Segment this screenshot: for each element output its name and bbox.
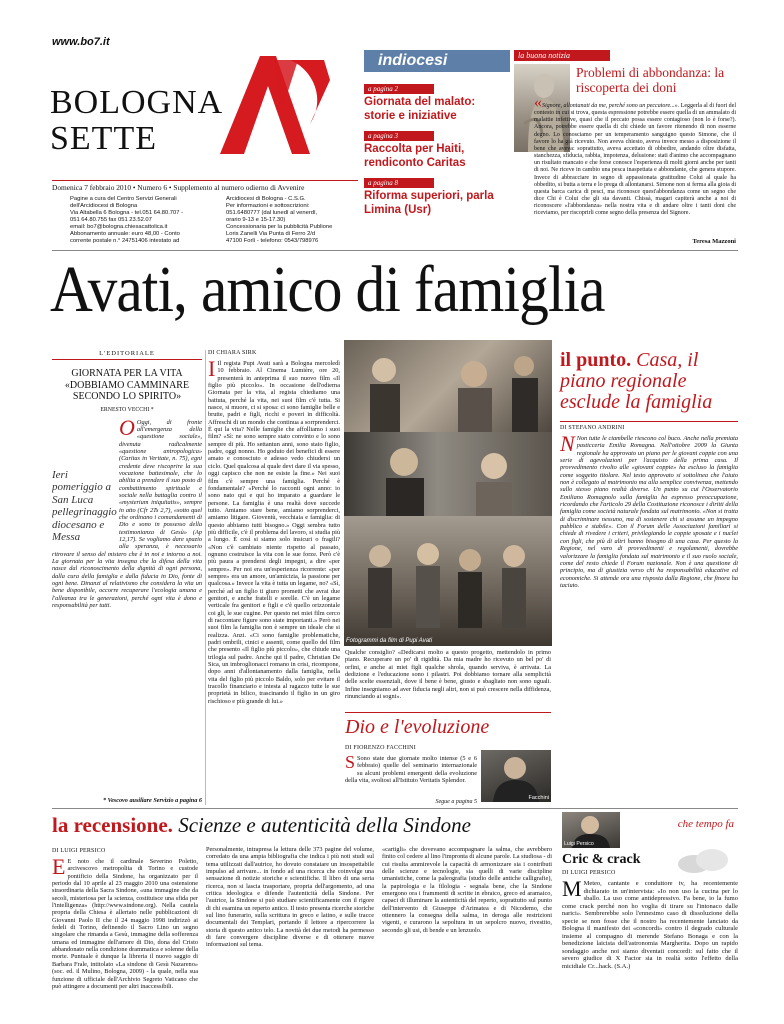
editoriale-author: ERNESTO VECCHI * xyxy=(100,406,154,413)
sirk-text: Il regista Pupi Avati sarà a Bologna mercoledì 10 febbraio. Al Cinema Lumière, ore 20, presenterà in anteprima il suo nuovo film «Il figlio più piccolo». In occasione dell'odierna Giornata per la vita, al regista chiediamo una battuta, perché la vita, nei suoi film c'è tutta. Si nasce, si muore, ci si sposa: ci sono famiglie belle e brutte, padri e figli, ricchi e poveri in difficoltà. Affreschi di un mondo che continua a sorrprenderci. È qui la vita? Nelle famiglie che affolliamo i suoi film? «Sì: ne sono sempre stato convinto e lo sono sempre di più. Ho settantun anni, sono stato figlio, padre, oggi nonno. Ho goduto dei benefici di essere amato e conosciuto e adesso vedo chiudersi un ciclo. Quel qualcosa al quale devi dare il via spesso, oggi capisco che non ne esiste la fine.» Nei suoi film c'è sempre una famiglia. Perché è fondamentale? «Perché lo racconti ogni anno: io sono nato qui e qui ho imparato a guardare le persone. La famiglia è una realtà dove succede tutto. Amiamo stare bene, amiamo sorprenderci, amiamo litigare. Gioventù, vecchiaia e famiglia: di questo abbiamo tutti bisogno.» Oggi sembra tutto più difficile, c'è il problema del lavoro, si studia più a lungo. È così si siamo solo insicuri o fragili? «Non c'è cambiato niente rispetto al passato, ognuno costruisce la vita con le sue forze. Però c'è più paura a prendersi degli impegni, a dire «per sempre». Per noi era un'esperienza ricorrente: «per sempre» era un amore, un'amicizia, la passione per qualcosa.» Invece la vita è tutta un legame, no? «Sì, perché ad un figlio ti giuro prometti che avrai due genitori, e anche fratelli e sorelle. C'è un legame verticale fra genitori e figli e c'è quello orizzontale coi gli, le sue cugine. Per questo nei miei film cerco di raccontare figure sono state importanti.» Però nei suoi film la famiglia non è sempre un ideale che si realizza. Anzi. «Ci sono famiglie problematiche, padri ombrili, cinici e assenti, come quello del film che presento «Il figlio più piccolo», che chiude una trilogia sul padre. Anche qui il padre, Christian De Sica, un imbroglionacci romano in crisi, ricompone, dopo anni d'allontanamento dalla famiglia, nella vita del figlio più piccolo Baldo, solo per evitare il tracollo finanziario e intesta al ragazzo tutte le sue proprietà in bilico, trascinando il figlio in un giro rischioso e più grande di lui.» xyxy=(208,360,340,705)
recensione-title: Scienze e autenticità della Sindone xyxy=(178,813,471,837)
info-right-line: 47100 Forlì - telefono: 0543/798976 xyxy=(226,238,319,244)
il-punto-label: il punto. xyxy=(560,349,632,371)
film-still-top xyxy=(344,340,552,432)
recensione-col1 xyxy=(52,858,198,1020)
recensione-headline xyxy=(52,812,572,838)
sirk-body xyxy=(208,360,340,804)
indiocesi-headline[interactable]: Giornata del malato: storie e iniziative xyxy=(364,96,476,122)
main-headline: Avati, amico di famiglia xyxy=(50,253,605,326)
notizia-kicker: la buona notizia xyxy=(514,50,610,61)
che-tempo-byline: DI LUIGI PERSICO xyxy=(562,870,616,876)
indiocesi-item[interactable] xyxy=(364,84,510,123)
il-punto-byline: DI STEFANO ANDRINI xyxy=(560,421,738,431)
info-left-line: dell'Arcidiocesi di Bologna xyxy=(70,203,138,209)
info-left-line: Via Altabella 6 Bologna - tel.051 64.80.707 - xyxy=(70,210,184,216)
film-still-group-icon xyxy=(344,516,552,646)
notizia-headline: Problemi di abbondanza: la riscoperta dei doni xyxy=(576,65,725,95)
indiocesi-item[interactable] xyxy=(364,131,510,170)
film-still-people-icon xyxy=(344,432,552,516)
il-punto-headline xyxy=(560,350,738,413)
film-still-middle xyxy=(344,432,552,516)
che-tempo-text: Meteo, cantante e conduttore tv, ha recentemente dichiarato in un'intervista: «Io non uso la cucina per lo sballo. La uso come antidepressivo. Fa bene, io la fumo come crack perché non ho voglia di tirare su l'intonaco dalle narici». Sembrerebbe solo l'ennesimo caso di dissoluzione della specie se non fosse che il nostro ha recentemente lanciato da Bologna il manifesto dei «concordi» contro il degrado culturale insieme al compagno di merende Stefano Bonaga e con la benedizione laicista dell'astronomia Margherita. Dopo un rapido sondaggio anche noi siamo diventati concordi: sul fatto che il severo giudice di X Factor sia in realtà sotto l'effetto della micidiale Cr...hack. (S.A.) xyxy=(562,880,738,971)
editoriale-kicker: L'EDITORIALE xyxy=(52,350,202,360)
il-punto-body xyxy=(560,435,738,797)
indiocesi-item[interactable] xyxy=(364,178,510,217)
sirk-byline: DI CHIARA SIRK xyxy=(208,350,257,356)
film-photo-collage xyxy=(344,340,552,646)
headline-top-rule xyxy=(52,250,738,251)
facchini-photo xyxy=(481,750,551,802)
editoriale-dropcap: O xyxy=(119,418,135,440)
film-still-bottom xyxy=(344,516,552,646)
info-right-line: Loris Zanelli Via Punta di Ferro 2/d xyxy=(226,231,316,237)
che-tempo-kicker: che tempo fa xyxy=(677,818,734,830)
il-punto-text: Non tutte le ciambelle riescono col buco. Anche nella premiata pasticceria Emilia Romagna. Nell'ottobre 2009 la Giunta regionale ha approvato un piano per le giovani coppie con una serie di agevolazioni per l'acquisto della prima casa. Il provvedimento rivolto alle «giovani coppie» ha escluso la famiglia come soggetto titolare. Nel testo approvato si sottolinea che l'aiuto non è collegato al matrimonio ma alla semplice convivenza, mettendo sullo stesso piano realtà diverse. Un punto su cui l'Osservatorio Emiliano Romagnolo sulla famiglia ha espresso preoccupazione, ricordando che l'articolo 29 della Costituzione riconosce i diritti della famiglia come società naturale fondata sul matrimonio. «Non si tratta di discriminare nessuno, ma di sostenere chi si assume un impegno pubblico e stabile». Con il Forum delle Associazioni familiari si chiede di rivedere i criteri, privilegiando le coppie sposate e i nuclei con figli, che più di altri hanno bisogno di una casa. Per questo la Regione, nel varo di provvedimenti e regolamenti, dovrebbe valorizzare la famiglia fondata sul matrimonio e il suo ruolo sociale, come del resto chiede il Forum nazionale. Non è una questione di principio, ma di giustizia verso chi ha responsabilità educative ed economiche. Si attende ora una risposta dalla Regione, che finora ha taciuto. xyxy=(560,435,738,589)
editoriale xyxy=(52,350,202,805)
editoriale-pull-quote: Ieri pomeriggio a San Luca pellegrinaggio diocesano e Messa xyxy=(52,468,117,543)
recensione-col1-text: E noto che il cardinale Severino Poletto, arcivescovo metropolita di Torino e custode pontificio della Sindone, ha organizzato per il periodo dal 10 aprile al 23 maggio 2010 una ostensione straordinaria della Sacra Sindone, «una immagine che da secoli, misteriosa per la scienza, costituisce una sfida per l'intelligenza» (http://www.sindone.org). Nella cautela propria della Chiesa è allertato nelle pubblicazioni di Giovanni Paolo II che il 24 maggio 1998 indirizzò ai fedeli di Torino, definendo il Sacro Lino un segno singolare che rimanda a Gesù, immagine della sofferenza umana ed immagine dell'amore di Dio, dona del Cristo abbandonato nella condizione drammatica e solenne della morte. Puntuale è dunque la libreria il nuovo saggio di Barbara Frale, intitolato «La sindone di Gesù Nazareno» (soc. ed. il Mulino, Bologna, 2009) - la quale, nella sua funzione di ufficiale dell'Archivio Segreto Vaticano che può attingere a documenti per altri inaccessibili. xyxy=(52,858,198,990)
weather-cloud xyxy=(672,846,736,874)
recensione-dropcap: E xyxy=(52,858,66,879)
cloud-icon xyxy=(672,846,736,874)
dio-article xyxy=(345,712,551,804)
editoriale-signature: * Vescovo ausiliare Servizio a pagina 6 xyxy=(102,796,202,804)
masthead-name-line1: BOLOGNA xyxy=(50,84,224,121)
masthead-rule xyxy=(52,180,358,181)
qualche-consiglio: Qualche consiglio? «Dedicarsi molto a questo progetto, mettendolo in primo piano. Recuperare un po' di rigidità. Da mia madre ho ricevuto un bel po' di orfini, e anche ai miei figli qualche shrola, quando serviva, è arrivata. La dedizione e l'educazione sono i pilastri. Poi dobbiamo tornare alla semplicità delle scelte essenziali, dove il bene è bene, giusto e sbagliato non sono uguali. Infine insegniamo ad aver fiducia negli altri, non si può crescere nella diffidenza, rinunciando ai sogni». xyxy=(345,649,551,701)
dio-byline: DI FIORENZO FACCHINI xyxy=(345,745,416,751)
recensione-byline: DI LUIGI PERSICO xyxy=(52,848,106,854)
il-punto xyxy=(560,350,738,805)
notizia-body xyxy=(534,98,736,242)
info-right-line: Per informazioni e sottoscrizioni: xyxy=(226,203,310,209)
indiocesi-headline[interactable]: Raccolta per Haiti, rendiconto Caritas xyxy=(364,143,466,169)
logo-av-icon xyxy=(214,50,332,160)
indiocesi-page-tag: a pagina 2 xyxy=(364,84,434,94)
sirk-dropcap: I xyxy=(208,360,216,381)
il-punto-title: Casa, il piano regionale esclude la famiglia xyxy=(560,349,713,413)
editoriale-body xyxy=(52,419,202,795)
indiocesi-page-tag: a pagina 3 xyxy=(364,131,434,141)
masthead-name-line2: SETTE xyxy=(50,120,157,157)
site-url[interactable]: www.bo7.it xyxy=(52,36,110,48)
info-left-line: corrente postale n.° 24751406 intestato ad xyxy=(70,238,180,244)
che-tempo-headline: Cric & crack xyxy=(562,852,641,867)
sirk-article xyxy=(208,350,340,805)
recensione-col2: Personalmente, intrapresa la lettura delle 373 pagine del volume, corredato da una ampia bibliografia che indica i più noti studi sul tema utilizzati dall'autrice, ho dovuto constatare un insospettabile impulso ad arrivare... in fondo ad una ricerca che coinvolge una sensazione di notizie storiche e scientifiche. Il libro di una seria ricerca, non si lascia trasportare, propria dell'argomento, ad una critica ideologica e difende l'autenticità della Sindone. Per l'autrice, la Sindone si può studiare scientificamente con il rigore di chi esamina un reperto antico. Il testo presenta ricerche storiche sul lino funerario, sulla scrittura in greco e latino, e sulle tracce documentali dei Templari, portando il lettore a ripercorrere la storia di questo antico telo. La novità dei due metodi ha permesso di fare convergere discipline diverse e di ottenere nuove informazioni sul tema. xyxy=(206,846,374,949)
info-left-line: 051 64.80.755 fax 051 23.52.07 xyxy=(70,217,152,223)
che-tempo xyxy=(562,812,738,1022)
indiocesi-page-tag: a pagina 8 xyxy=(364,178,434,188)
facchini-caption: Facchini xyxy=(528,795,549,801)
che-tempo-body xyxy=(562,880,738,1020)
recensione-col3: «cartigli» che dovevano accompagnare la salma, che avrebbero finito col cedere al lino l'impronta di alcune parole. La studiosa - di cui risulta ammirevole la capacità di armonizzare sia i contributi delle scienze e tecnologie, sia quelli di varie discipline umanistiche, come la paleografia (studio delle antiche calligrafie), la papirologia e la filologia - segnala bene, che la Sindone emergono ora i frammenti di scritte in ebraico, greco ed aramaico, capaci di illuminare la autenticità del reperto, soprattutto sul punto dell'intervento di Giuseppe d'Arimatea e di Nicodemo, che ottennero la consegna della salma, in deroga alle restrizioni vigenti, e curarono la sepoltura in un sepolcro nuovo, rivestito, secondo gli usi, di bende e un lenzuolo. xyxy=(382,846,552,934)
info-right-line: Arcidiocesi di Bologna - C.S.G. xyxy=(226,196,306,202)
persico-caption: Luigi Persico xyxy=(564,841,594,847)
notizia-lead: Signore, allontanati da me, perché sono un peccatore...». xyxy=(542,103,680,109)
info-right-line: orario 9-13 e 15-17.30) xyxy=(226,217,286,223)
info-right-line: 051.6480777 (dal lunedì al venerdì, xyxy=(226,210,318,216)
info-left-email[interactable]: email: bo7@bologna.chiesacattolica.it xyxy=(70,224,168,230)
notizia-quote-mark: « xyxy=(534,98,542,111)
editoriale-text: Oggi, di fronte all'emergenza della «questione sociale», divenuta radicalmente «questione antropologica» (Caritas in Veritate, n. 75), egni credente deve riscoprire la sua vocazione battesimale, che lo abilita a prendere il suo posto di combattimento spirituale e sociale nella battaglia contro il «mysterium iniquitatis», sempre in atto (Cfr 2Ts 2,7), «sotto quel che ordinano i comandamenti di Dio e sono in possesso della testimonianza di Gesù» (Ap 12,17). Se vogliamo dare spazio alla speranza, è necessario ritrovare il senso del mistero che è in noi e intorno a noi. La giornata per la vita insegna che la difesa della vita nasce dal riconoscimento della dignità di ogni persona, dalla cura della famiglia e dalla fiducia in Dio, fonte di ogni bene. Dinanzi al relativismo che considera la vita un bene disponibile, occorre recuperare l'ecologia umana e l'alleanza tra le generazioni, perché ogni vita è dono e responsabilità per tutti. xyxy=(52,418,202,610)
dio-text: Sono state due giornate molto intense (5 e 6 febbraio) quelle del seminario internazionale su alcuni problemi emergenti della evoluzione della vita, svoltosi all'Istituto Veritatis Splendor. xyxy=(345,755,477,784)
indiocesi-box xyxy=(364,50,510,246)
persico-photo xyxy=(562,812,620,848)
notizia-box xyxy=(514,50,738,246)
info-left-line: Pagine a cura del Centro Servizi Generali xyxy=(70,196,177,202)
notizia-text: Leggerla al di fuori del contesto in cui si trova, questa espressione potrebbe essere quella di un ammalato di malattie infettive, quasi che il peccato possa essere contagioso (non lo è forse?). Ancora, potrebbe essere quella di chi chiede un favore ritenendo di non esserne degno. Lo conosciamo per un temperamento sanguigno questo Simone, che il favore lo ha già ricevuto. Non aveva chiesto, aveva invece messo a disposizione il bene che aveva: soprattutto, aveva accettato di obbedire, andando oltre disfatta, stanchezza, sfiducia, rabbia, impotenza, delusione: stati d'animo che accompagnano un risultato mancato e che forse conosce l'esperienza di molti giorni anche per tanti di noi. Ne riceve in cambio una pesca inaspettata e abbondante, che genera stupore. Invece di abbracciare in segno di appassionata gratitudine Colui al quale ha obbedito, si butta a terra e lo prega di allontanarsi. Simone non si ferma alla gioia di questa barca carica di pesci, ma riconosce quest'abbondanza come un segno che dice Chi è Colui che gli sta davanti. Chissà, magari capiterà anche a noi di riconoscere «l'abbondanza» nella nostra vita e di andare oltre i tanti doni che riceviamo, per riscoprirli come segno della presenza del Signore. xyxy=(534,103,736,217)
dateline: Domenica 7 febbraio 2010 • Numero 6 • Supplemento al numero odierno di Avvenire xyxy=(52,183,305,192)
editoriale-title: GIORNATA PER LA VITA «DOBBIAMO CAMMINARE SECONDO LO SPIRITO» xyxy=(64,368,190,402)
info-right xyxy=(226,196,376,245)
info-left xyxy=(70,196,230,245)
recensione-rule xyxy=(52,808,738,809)
photo-caption: Fotogrammi da film di Pupi Avati xyxy=(346,638,433,644)
recensione-label: la recensione. xyxy=(52,813,173,837)
dio-dropcap: S xyxy=(345,755,356,772)
logo-av xyxy=(214,50,332,160)
dio-headline: Dio e l'evoluzione xyxy=(345,712,551,739)
editoriale-divider xyxy=(205,350,206,805)
dio-more[interactable]: Segue a pagina 5 xyxy=(435,799,477,805)
film-still-figures-icon xyxy=(344,340,552,432)
info-left-line: Abbonamento annuale: euro 48,00 - Conto xyxy=(70,231,180,237)
che-tempo-dropcap: M xyxy=(562,880,582,901)
indiocesi-headline[interactable]: Riforma superiori, parla Limina (Usr) xyxy=(364,190,494,216)
indiocesi-title: indiocesi xyxy=(364,50,510,72)
notizia-author: Teresa Mazzoni xyxy=(689,238,736,245)
info-right-line: Concessionaria per la pubblicità Publione xyxy=(226,224,333,230)
dio-body xyxy=(345,755,477,799)
il-punto-dropcap: N xyxy=(560,435,575,456)
